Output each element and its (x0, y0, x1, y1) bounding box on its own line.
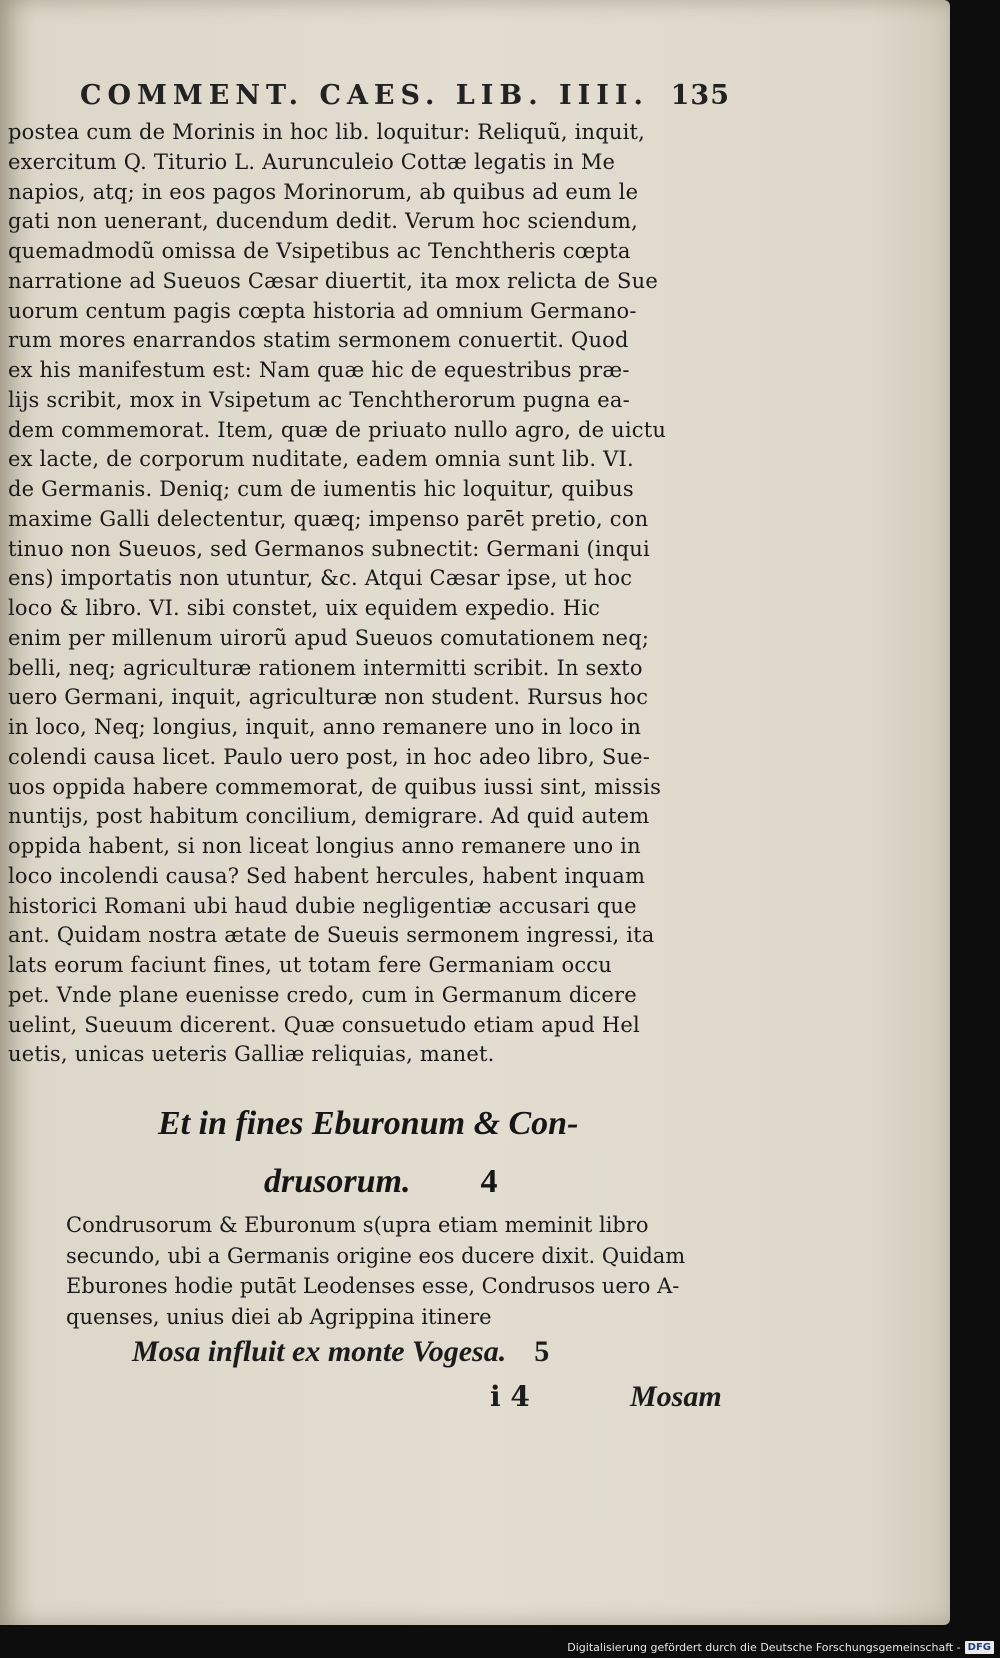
signature-mark: i 4 (490, 1380, 530, 1413)
text-line: dem commemorat. Item, quæ de priuato nullo agro, de uictu (8, 417, 667, 442)
text-line: belli, neq; agriculturæ rationem intermitti scribit. In sexto (8, 655, 643, 680)
note-line: quenses, unius diei ab Agrippina itinere (66, 1304, 492, 1329)
heading-line-1: Et in fines Eburonum & Con- (158, 1105, 579, 1142)
section-heading (158, 1095, 578, 1211)
text-line: lats eorum faciunt fines, ut totam fere Germaniam occu (8, 953, 612, 977)
text-line: historici Romani ubi haud dubie negligentiæ accusari que (8, 893, 637, 918)
text-line: ex lacte, de corporum nuditate, eadem omnia sunt lib. VI. (8, 447, 634, 472)
text-line: oppida habent, si non liceat longius anno remanere uno in (8, 834, 641, 858)
catchline (132, 1335, 549, 1369)
page-number: 135 (670, 80, 730, 111)
text-line: loco incolendi causa? Sed habent hercules, habent inquam (8, 863, 646, 888)
heading-line-2 (158, 1153, 578, 1211)
text-line: gati non uenerant, ducendum dedit. Verum hoc sciendum, (8, 209, 638, 234)
catchword: Mosam (630, 1380, 722, 1413)
text-line: napios, atq; in eos pagos Morinorum, ab quibus ad eum le (8, 179, 639, 204)
text-line: uelint, Sueuum dicerent. Quæ consuetudo etiam apud Hel (8, 1012, 640, 1037)
text-line: uos oppida habere commemorat, de quibus iussi sint, missis (8, 774, 662, 799)
text-line: enim per millenum uirorũ apud Sueuos comutationem neq; (8, 625, 650, 650)
note-line: Condrusorum & Eburonum s(upra etiam meminit libro (66, 1213, 649, 1237)
text-line: narratione ad Sueuos Cæsar diuertit, ita mox relicta de Sue (8, 268, 658, 293)
running-header (80, 80, 730, 120)
text-line: rum mores enarrandos statim sermonem conuertit. Quod (8, 328, 629, 353)
note-line: secundo, ubi a Germanis origine eos ducere dixit. Quidam (66, 1243, 686, 1268)
text-line: postea cum de Morinis in hoc lib. loquitur: Reliquũ, inquit, (8, 120, 646, 144)
text-line: exercitum Q. Titurio L. Aurunculeio Cottæ legatis in Me (8, 149, 616, 174)
digitization-footer (567, 1641, 994, 1654)
catchline-number: 5 (534, 1335, 550, 1368)
dfg-logo-icon: DFG (965, 1641, 994, 1654)
text-line: ex his manifestum est: Nam quæ hic de equestribus præ- (8, 358, 630, 382)
heading-text: drusorum. (264, 1163, 411, 1200)
text-line: maxime Galli delectentur, quæq; impenso parēt pretio, con (8, 506, 649, 531)
text-line: quemadmodũ omissa de Vsipetibus ac Tenchtheris cœpta (8, 239, 631, 263)
text-line: uero Germani, inquit, agriculturæ non student. Rursus hoc (8, 685, 649, 710)
text-line: nuntijs, post habitum concilium, demigrare. Ad quid autem (8, 804, 650, 829)
text-line: in loco, Neq; longius, inquit, anno remanere uno in loco in (8, 715, 642, 739)
footer-credit: Digitalisierung gefördert durch die Deutsche Forschungsgemeinschaft - (567, 1641, 961, 1654)
text-line: de Germanis. Deniq; cum de iumentis hic loquitur, quibus (8, 477, 634, 501)
text-line: ant. Quidam nostra ætate de Sueuis sermonem ingressi, ita (8, 923, 655, 948)
text-line: uetis, unicas ueteris Galliæ reliquias, manet. (8, 1042, 495, 1067)
commentary-text (8, 118, 728, 1070)
text-line: pet. Vnde plane euenisse credo, cum in Germanum dicere (8, 982, 637, 1007)
catchline-text: Mosa influit ex monte Vogesa. (132, 1335, 507, 1368)
text-line: tinuo non Sueuos, sed Germanos subnectit: Germani (inqui (8, 536, 650, 561)
heading-number: 4 (480, 1163, 498, 1200)
text-line: colendi causa licet. Paulo uero post, in hoc adeo libro, Sue- (8, 744, 651, 769)
commentary-note (66, 1210, 746, 1332)
text-line: ens) importatis non utuntur, &c. Atqui Cæsar ipse, ut hoc (8, 566, 633, 591)
text-line: uorum centum pagis cœpta historia ad omnium Germano- (8, 298, 637, 323)
text-line: loco & libro. VI. sibi constet, uix equidem expedio. Hic (8, 596, 601, 620)
text-line: lijs scribit, mox in Vsipetum ac Tenchtherorum pugna ea- (8, 387, 630, 412)
running-head: COMMENT. CAES. LIB. IIII. (80, 80, 649, 111)
note-line: Eburones hodie putāt Leodenses esse, Condrusos uero A- (66, 1274, 680, 1298)
